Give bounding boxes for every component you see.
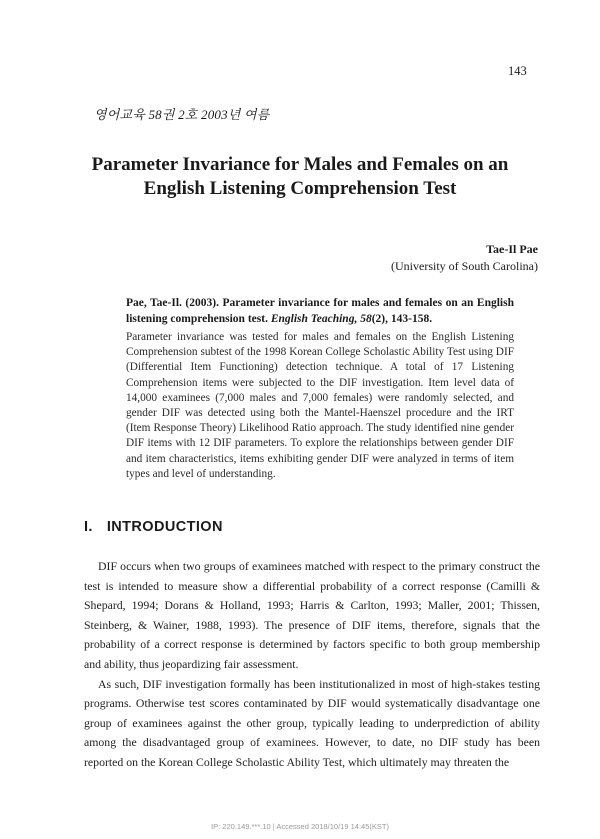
- article-title: [60, 153, 540, 201]
- citation: [126, 296, 514, 327]
- abstract: Parameter invariance was tested for males and females on the English Listening Comprehension subtest of the 1998 Korean College Scholastic Ability Test using DIF (Differential Item Functioning) detection technique. A total of 17 Listening Comprehension items were subjected to the DIF investigation. Item level data of 14,000 examinees (7,000 males and 7,000 females) were randomly selected, and gender DIF was detected using both the Mantel-Haenszel procedure and the IRT (Item Response Theory) Likelihood Ratio approach. The study identified nine gender DIF items with 12 DIF parameters. To explore the relationships between gender DIF and item characteristics, items exhibiting gender DIF were analyzed in terms of item types and level of understanding.: [126, 331, 514, 480]
- page-number: 143: [508, 64, 527, 78]
- section-number: I.: [84, 519, 93, 535]
- citation-journal: English Teaching: [270, 312, 355, 325]
- body-text: [84, 557, 540, 773]
- section-title: INTRODUCTION: [106, 519, 223, 535]
- paragraph: As such, DIF investigation formally has been institutionalized in most of high-stakes testing programs. Otherwise test scores contaminated by DIF would systematically disadvantage one group of examinees against the other group, typically leading to underprediction of ability among the disadvantaged group of examinees. However, to date, no DIF study has been reported on the Korean College Scholastic Ability Test, which ultimately may threaten the: [84, 676, 540, 769]
- article-title-line-2: English Listening Comprehension Test: [143, 178, 457, 199]
- section-heading: [84, 519, 223, 535]
- citation-volume: , 58: [354, 312, 372, 325]
- author-affiliation: (University of South Carolina): [391, 259, 538, 273]
- access-footer: IP: 220.149.***.10 | Accessed 2018/10/19 14:45(KST): [211, 822, 389, 831]
- paragraph: DIF occurs when two groups of examinees matched with respect to the primary construct the test is intended to measure show a differential probability of a correct response (Camilli & Shepard, 1994; Dorans & Holland, 1993; Harris & Carlton, 1993; Maller, 2001; Thissen, Steinberg, & Wainer, 1988, 1993). The presence of DIF items, therefore, signals that the probability of a correct response is determined by factors specific to both group membership and ability, thus jeopardizing fair assessment.: [84, 559, 540, 671]
- citation-article-title: Parameter invariance for males and females on an English listening comprehension test.: [126, 297, 514, 325]
- citation-authors-year: Pae, Tae-Il. (2003).: [126, 297, 223, 309]
- author-name: Tae-Il Pae: [486, 242, 538, 256]
- citation-issue-pages: (2), 143-158.: [371, 312, 433, 325]
- article-title-line-1: Parameter Invariance for Males and Females on an: [91, 154, 509, 175]
- journal-header: 영어교육 58권 2호 2003년 여름: [94, 107, 270, 122]
